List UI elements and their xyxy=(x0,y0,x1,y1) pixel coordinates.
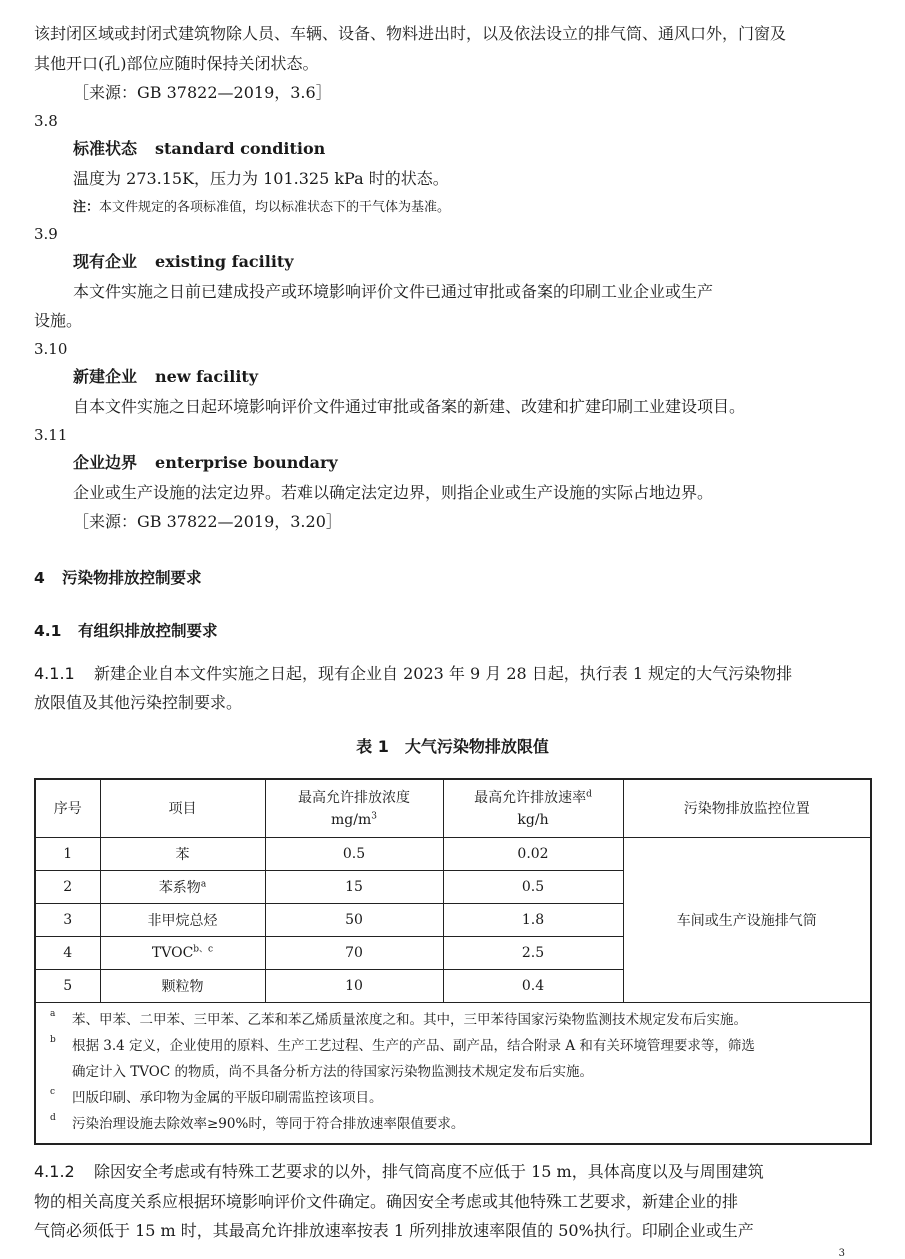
cell-item: 苯 xyxy=(100,838,265,871)
footnote-d: d 污染治理设施去除效率≥90%时，等同于符合排放速率限值要求。 xyxy=(50,1113,465,1132)
chapter-4-heading xyxy=(34,567,202,589)
chapter-title: 污染物排放控制要求 xyxy=(62,569,202,587)
term-3-11 xyxy=(73,452,338,474)
table-footnotes-row xyxy=(35,1003,871,1145)
cell-seq: 5 xyxy=(35,970,100,1003)
cell-concentration: 15 xyxy=(265,871,443,904)
note-3-8 xyxy=(73,197,450,219)
term-en: new facility xyxy=(155,367,259,386)
cell-item: $TVOC^{b、c}$ xyxy=(100,937,265,970)
cell-seq: 3 xyxy=(35,904,100,937)
table-footnotes xyxy=(35,1003,871,1145)
term-zh: 标准状态 xyxy=(73,139,138,158)
para-4-1-2-line-3: 气筒必须低于 15 m 时，其最高允许排放速率按表 1 所列排放速率限值的 50%执行。印刷企业或生产 xyxy=(34,1221,754,1240)
cell-location: 车间或生产设施排气筒 xyxy=(623,838,871,1003)
header-concentration-unit: $mg/m^3$ xyxy=(331,810,377,828)
para-text: 新建企业自本文件实施之日起，现有企业自 2023 年 9 月 28 日起，执行表 1 规定的大气污染物排 xyxy=(94,664,793,683)
cell-rate: 0.5 xyxy=(443,871,623,904)
section-title: 有组织排放控制要求 xyxy=(78,622,218,640)
term-en: enterprise boundary xyxy=(155,453,338,472)
cell-rate: 2.5 xyxy=(443,937,623,970)
term-3-10 xyxy=(73,366,258,388)
para-4-1-2-line-2: 物的相关高度关系应根据环境影响评价文件确定。确因安全考虑或其他特殊工艺要求，新建企业的排 xyxy=(34,1192,739,1211)
cell-seq: 1 xyxy=(35,838,100,871)
footnote-a: a 苯、甲苯、二甲苯、三甲苯、乙苯和苯乙烯质量浓度之和。其中，三甲苯待国家污染物监测技术规定发布后实施。 xyxy=(50,1009,747,1028)
cell-rate: 0.02 xyxy=(443,838,623,871)
term-zh: 企业边界 xyxy=(73,453,138,472)
table-header-row xyxy=(35,779,871,838)
term-en: standard condition xyxy=(155,139,326,158)
page-number: 3 xyxy=(838,1248,845,1259)
header-concentration xyxy=(265,779,443,838)
intro-line-2: 其他开口(孔)部位应随时保持关闭状态。 xyxy=(34,54,319,73)
para-4-1-1-line-2: 放限值及其他污染控制要求。 xyxy=(34,693,243,712)
note-text: 本文件规定的各项标准值，均以标准状态下的干气体为基准。 xyxy=(99,200,451,215)
clause-number-3-8: 3.8 xyxy=(34,112,58,130)
cell-item: 非甲烷总烃 xyxy=(100,904,265,937)
term-zh: 新建企业 xyxy=(73,367,138,386)
header-rate-unit: kg/h xyxy=(517,811,549,828)
cell-concentration: 10 xyxy=(265,970,443,1003)
header-rate xyxy=(443,779,623,838)
cell-concentration: 50 xyxy=(265,904,443,937)
cell-seq: 4 xyxy=(35,937,100,970)
header-concentration-label: 最高允许排放浓度 xyxy=(298,789,410,806)
term-3-9 xyxy=(73,251,294,273)
clause-number-3-11: 3.11 xyxy=(34,426,68,444)
table-caption: 表 1 大气污染物排放限值 xyxy=(356,737,549,756)
chapter-number: 4 xyxy=(34,569,45,587)
footnote-b-continued: 确定计入 TVOC 的物质，尚不具备分析方法的待国家污染物监测技术规定发布后实施。 xyxy=(72,1064,593,1080)
clause-number-3-9: 3.9 xyxy=(34,225,58,243)
definition-3-9-line-2: 设施。 xyxy=(34,311,83,330)
term-en: existing facility xyxy=(155,252,294,271)
term-zh: 现有企业 xyxy=(73,252,138,271)
source-3-11: ［来源：GB 37822—2019，3.20］ xyxy=(73,512,342,531)
header-seq: 序号 xyxy=(35,779,100,838)
cell-rate: 1.8 xyxy=(443,904,623,937)
intro-line-1: 该封闭区域或封闭式建筑物除人员、车辆、设备、物料进出时，以及依法设立的排气筒、通风口外，门窗及 xyxy=(34,24,787,43)
para-number: 4.1.2 xyxy=(34,1162,75,1181)
clause-number-3-10: 3.10 xyxy=(34,340,68,358)
definition-3-10: 自本文件实施之日起环境影响评价文件通过审批或备案的新建、改建和扩建印刷工业建设项目。 xyxy=(73,397,746,416)
header-location: 污染物排放监控位置 xyxy=(623,779,871,838)
cell-item: 颗粒物 xyxy=(100,970,265,1003)
para-text: 除因安全考虑或有特殊工艺要求的以外，排气筒高度不应低于 15 m，具体高度以及与周围建筑 xyxy=(94,1162,764,1181)
cell-concentration: 0.5 xyxy=(265,838,443,871)
emission-limits-table xyxy=(34,778,872,1145)
para-number: 4.1.1 xyxy=(34,664,75,683)
term-3-8 xyxy=(73,138,325,160)
para-4-1-2-line-1 xyxy=(34,1161,764,1183)
definition-3-11: 企业或生产设施的法定边界。若难以确定法定边界，则指企业或生产设施的实际占地边界。 xyxy=(73,483,714,502)
cell-seq: 2 xyxy=(35,871,100,904)
cell-concentration: 70 xyxy=(265,937,443,970)
header-rate-label: 最高允许排放速率$^d$ xyxy=(474,788,592,806)
intro-source: ［来源：GB 37822—2019，3.6］ xyxy=(73,83,332,102)
definition-3-9-line-1: 本文件实施之日前已建成投产或环境影响评价文件已通过审批或备案的印刷工业企业或生产 xyxy=(73,282,714,301)
footnote-b: b 根据 3.4 定义，企业使用的原料、生产工艺过程、生产的产品、副产品，结合附录 A 和有关环境管理要求等，筛选 xyxy=(50,1035,755,1054)
cell-item: 苯系物$^a$ xyxy=(100,871,265,904)
cell-rate: 0.4 xyxy=(443,970,623,1003)
para-4-1-1-line-1 xyxy=(34,663,792,685)
section-number: 4.1 xyxy=(34,622,62,640)
table-row xyxy=(35,838,871,871)
definition-3-8: 温度为 273.15K，压力为 101.325 kPa 时的状态。 xyxy=(73,169,449,188)
header-item: 项目 xyxy=(100,779,265,838)
note-label: 注： xyxy=(73,200,100,215)
section-4-1-heading xyxy=(34,620,218,642)
footnote-c: c 凹版印刷、承印物为金属的平版印刷需监控该项目。 xyxy=(50,1087,383,1106)
